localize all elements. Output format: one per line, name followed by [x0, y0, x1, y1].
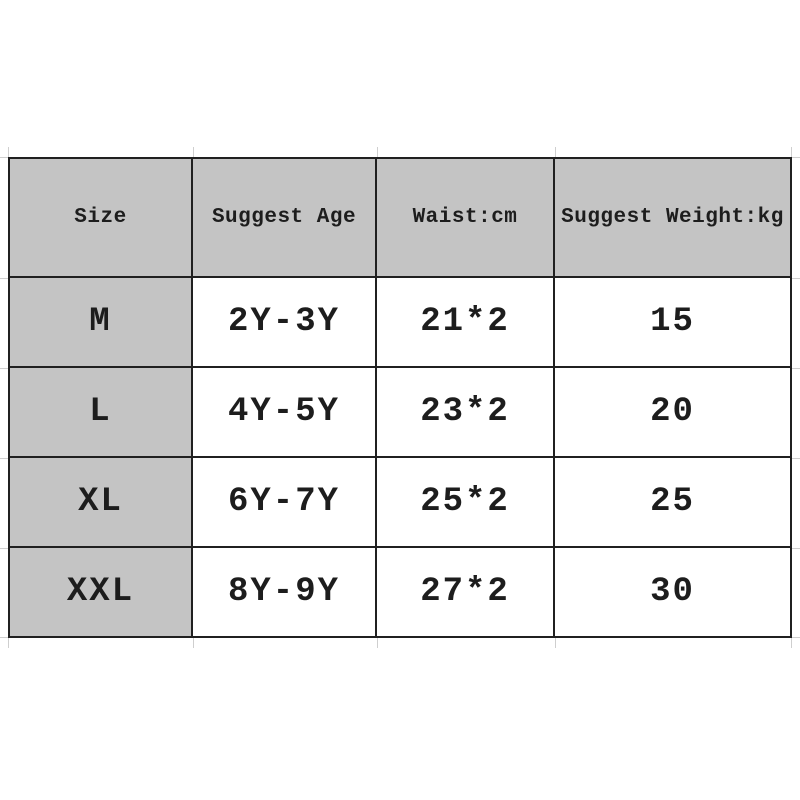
gridline-tick	[792, 368, 800, 369]
cell-waist-l: 23*2	[377, 368, 555, 458]
cell-weight-xl: 25	[555, 458, 790, 548]
gridline-tick	[791, 638, 792, 648]
cell-waist-m: 21*2	[377, 278, 555, 368]
cell-age-xxl: 8Y-9Y	[193, 548, 377, 636]
gridline-tick	[0, 157, 8, 158]
gridline-tick	[377, 638, 378, 648]
gridline-tick	[193, 638, 194, 648]
gridline-tick	[791, 147, 792, 157]
gridline-tick	[193, 147, 194, 157]
cell-size-l: L	[10, 368, 193, 458]
cell-waist-xxl: 27*2	[377, 548, 555, 636]
cell-age-l: 4Y-5Y	[193, 368, 377, 458]
gridline-tick	[0, 458, 8, 459]
cell-waist-xl: 25*2	[377, 458, 555, 548]
cell-age-m: 2Y-3Y	[193, 278, 377, 368]
gridline-tick	[0, 548, 8, 549]
gridline-tick	[0, 368, 8, 369]
gridline-tick	[0, 637, 8, 638]
cell-weight-xxl: 30	[650, 573, 695, 611]
cell-weight-m: 15	[555, 278, 790, 368]
column-header-suggest-age: Suggest Age	[193, 159, 377, 278]
cell-size-xl: XL	[10, 458, 193, 548]
cell-age-xl: 6Y-7Y	[193, 458, 377, 548]
gridline-tick	[8, 638, 9, 648]
gridline-tick	[792, 458, 800, 459]
gridline-tick	[792, 637, 800, 638]
cell-size-m: M	[10, 278, 193, 368]
cell-weight-l: 20	[555, 368, 790, 458]
column-header-suggest-weight: Suggest Weight:kg	[555, 159, 790, 278]
gridline-tick	[8, 147, 9, 157]
gridline-tick	[555, 638, 556, 648]
cell-size-xxl: XXL	[10, 548, 193, 636]
column-header-waist: Waist:cm	[377, 159, 555, 278]
gridline-tick	[792, 548, 800, 549]
gridline-tick	[0, 278, 8, 279]
gridline-tick	[377, 147, 378, 157]
gridline-tick	[792, 278, 800, 279]
size-chart-table	[8, 157, 792, 638]
column-header-size: Size	[10, 159, 193, 278]
gridline-tick	[792, 157, 800, 158]
gridline-tick	[555, 147, 556, 157]
